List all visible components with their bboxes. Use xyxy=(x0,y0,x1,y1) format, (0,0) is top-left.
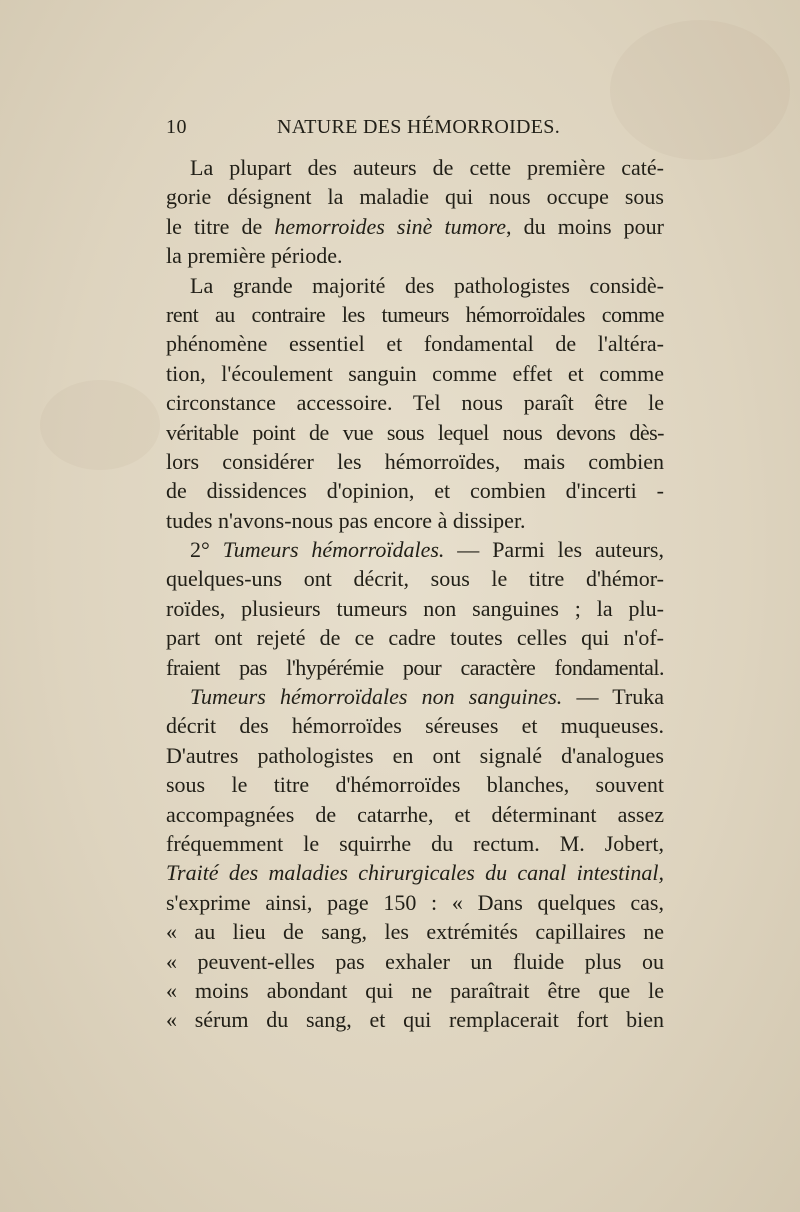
text-segment: — Truka xyxy=(562,684,665,710)
text-line xyxy=(166,594,664,623)
text-line xyxy=(166,153,664,182)
text-segment: fréquemment le squirrhe du rectum. M. Jobert, xyxy=(166,830,664,856)
text-segment: de dissidences d'opinion, et combien d'incerti - xyxy=(166,478,664,504)
text-line xyxy=(166,329,664,358)
text-segment: lors considérer les hémorroïdes, mais combien xyxy=(166,448,664,474)
text-segment: « peuvent-elles pas exhaler un fluide plus ou xyxy=(166,948,664,974)
text-segment: rent au contraire les tumeurs hémorroïdales comme xyxy=(166,301,664,327)
text-line xyxy=(166,300,664,329)
text-line xyxy=(166,418,664,447)
italic-text: Tumeurs hémorroïdales. xyxy=(222,537,445,563)
text-segment: D'autres pathologistes en ont signalé d'analogues xyxy=(166,742,664,768)
text-line xyxy=(166,535,664,564)
text-segment: « sérum du sang, et qui remplacerait fort bien xyxy=(166,1007,664,1033)
italic-text: Tumeurs hémorroïdales non sanguines. xyxy=(190,684,563,710)
text-segment: accompagnées de catarrhe, et déterminant assez xyxy=(166,801,664,827)
text-line xyxy=(166,711,664,740)
italic-text: Traité des maladies chirurgicales du canal intestinal, xyxy=(166,860,664,886)
text-segment: , du moins pour xyxy=(506,213,664,239)
text-segment: la première période. xyxy=(166,243,343,269)
text-segment: « moins abondant qui ne paraîtrait être que le xyxy=(166,977,664,1003)
paper-stain xyxy=(40,380,160,470)
text-segment: quelques-uns ont décrit, sous le titre d'hémor- xyxy=(166,566,664,592)
text-segment: 2° xyxy=(190,537,223,563)
text-line xyxy=(166,888,664,917)
text-segment: s'exprime ainsi, page 150 : « Dans quelques cas, xyxy=(166,889,664,915)
italic-text: hemorroides sinè tumore xyxy=(274,213,507,239)
text-line xyxy=(166,947,664,976)
text-segment: La plupart des auteurs de cette première caté- xyxy=(190,155,664,180)
text-line xyxy=(166,359,664,388)
text-line xyxy=(166,182,664,211)
text-line xyxy=(166,653,664,682)
text-line xyxy=(166,800,664,829)
text-segment: décrit des hémorroïdes séreuses et muqueuses. xyxy=(166,713,664,739)
text-line xyxy=(166,1005,664,1034)
text-segment: sous le titre d'hémorroïdes blanches, souvent xyxy=(166,772,664,798)
text-segment: La grande majorité des pathologistes considè- xyxy=(190,272,664,298)
text-segment: « au lieu de sang, les extrémités capillaires ne xyxy=(166,919,664,945)
body-text xyxy=(166,153,664,1035)
text-segment: tudes n'avons-nous pas encore à dissiper. xyxy=(166,507,526,533)
text-line xyxy=(166,682,664,711)
text-line xyxy=(166,770,664,799)
text-segment: le titre de xyxy=(166,213,275,239)
text-line xyxy=(166,241,664,270)
text-line xyxy=(166,917,664,946)
text-segment: part ont rejeté de ce cadre toutes celles qui n'of- xyxy=(166,625,664,651)
text-line xyxy=(166,271,664,300)
text-line xyxy=(166,829,664,858)
text-line xyxy=(166,564,664,593)
text-segment: — Parmi les auteurs, xyxy=(444,537,664,563)
text-segment: véritable point de vue sous lequel nous devons dès- xyxy=(166,419,664,445)
text-line xyxy=(166,212,664,241)
text-line xyxy=(166,476,664,505)
text-segment: roïdes, plusieurs tumeurs non sanguines ; la plu- xyxy=(166,595,664,621)
text-line xyxy=(166,447,664,476)
text-line xyxy=(166,623,664,652)
page-number: 10 xyxy=(166,116,187,138)
text-segment: fraient pas l'hypérémie pour caractère fondamental. xyxy=(166,654,664,680)
page-header xyxy=(166,116,666,146)
text-line xyxy=(166,506,664,535)
text-line xyxy=(166,858,664,887)
text-segment: gorie désignent la maladie qui nous occupe sous xyxy=(166,184,664,210)
text-segment: phénomène essentiel et fondamental de l'altéra- xyxy=(166,331,664,357)
text-line xyxy=(166,741,664,770)
text-segment: tion, l'écoulement sanguin comme effet et comme xyxy=(166,360,664,386)
running-head: NATURE DES HÉMORROIDES. xyxy=(277,116,561,138)
text-line xyxy=(166,388,664,417)
text-line xyxy=(166,976,664,1005)
text-segment: circonstance accessoire. Tel nous paraît être le xyxy=(166,390,664,416)
